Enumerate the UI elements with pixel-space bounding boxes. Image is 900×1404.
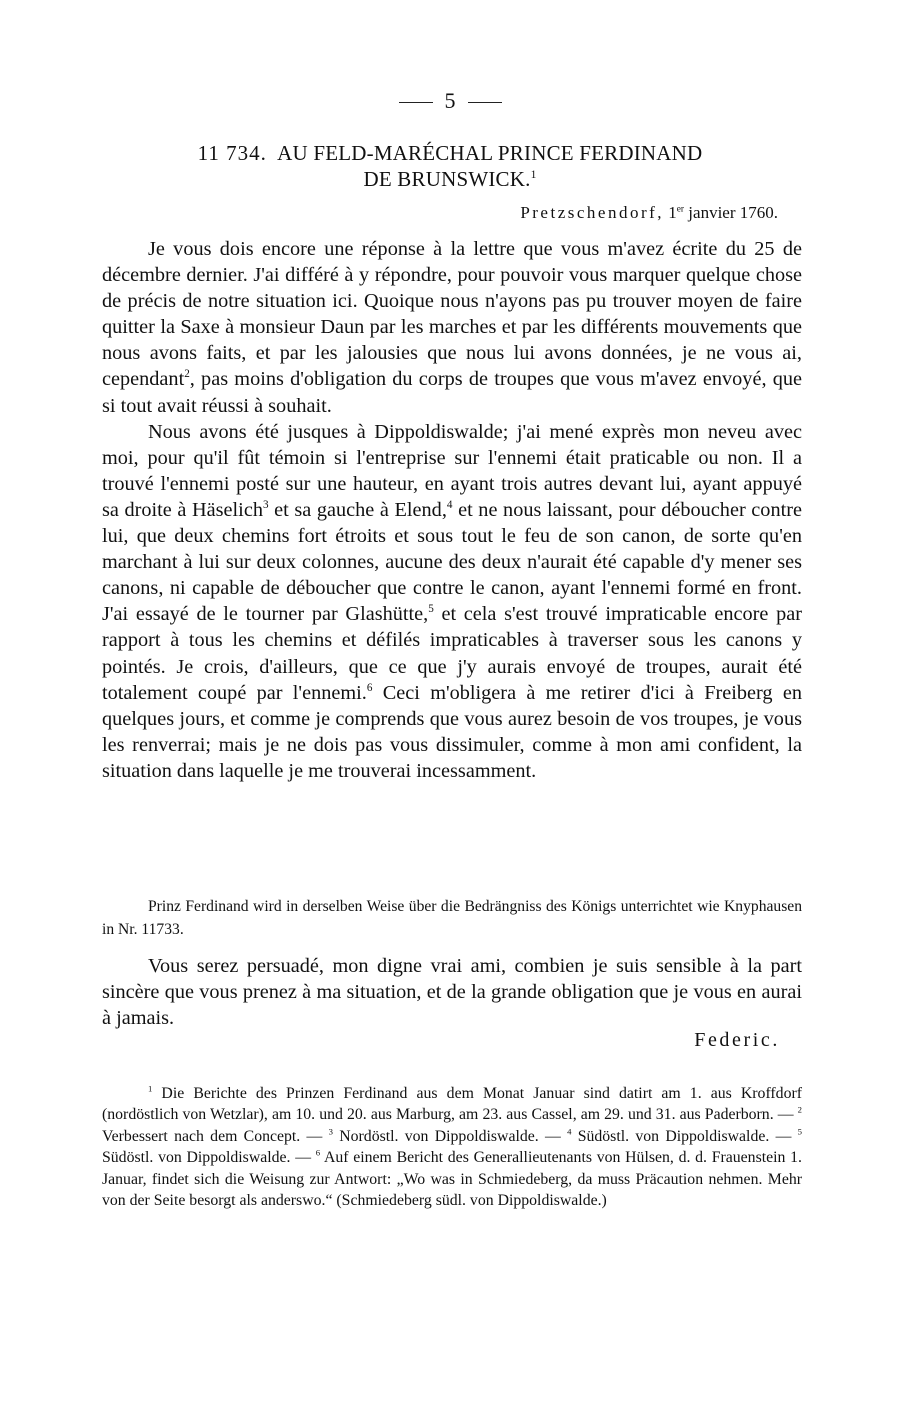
date-ordinal: 1 bbox=[668, 203, 677, 222]
page-number-rule-left bbox=[399, 102, 433, 103]
footnote-1-text: Die Berichte des Prinzen Ferdinand aus dem Monat Januar sind datirt am 1. aus Kroffdorf (nordöstlich von Wetzlar), am 10. und 20. aus Marburg, am 23. aus Cassel, am 29. und 31. aus Paderborn. — bbox=[102, 1085, 802, 1124]
footnote-3-mark: 3 bbox=[328, 1126, 333, 1137]
footnote-mark-6: 6 bbox=[366, 681, 373, 694]
date-place: Pretzschendorf, bbox=[520, 203, 665, 222]
footnote-6-text: Auf einem Bericht des Generallieutenants von Hülsen, d. d. Frauenstein 1. Januar, findet sich die Weisung zur Antwort: „Wo was in Schmiedeberg, da muss Präcaution nehmen. Mehr von der Seite besorgt als anderswo.“ (Schmiedeberg südl. von Dippoldiswalde.) bbox=[102, 1149, 802, 1210]
paragraph-2-text-d: et cela s'est trouvé impraticable encore par rapport à tous les chemins et défilés impraticables à traverser sous les canons y pointés. Je crois, d'ailleurs, que ce que j'y aurais envoyé de troupes, aurait été totalement coupé par l'ennemi. bbox=[102, 603, 802, 704]
date-ordinal-suffix: er bbox=[676, 204, 685, 215]
title-footnote-mark: 1 bbox=[530, 169, 537, 181]
paragraph-3: Vous serez persuadé, mon digne vrai ami, combien je suis sensible à la part sincère que vous prenez à ma situation, et de la grande obligation que je vous en aurai à jamais. bbox=[102, 955, 802, 1030]
footnote-2-mark: 2 bbox=[797, 1105, 802, 1116]
page-number-text: 5 bbox=[444, 88, 456, 113]
paragraph-1-text-b: , pas moins d'obligation du corps de troupes que vous m'avez envoyé, que si tout avait réussi à souhait. bbox=[102, 368, 802, 417]
footnotes bbox=[102, 1083, 802, 1211]
footnote-5-text: Südöstl. von Dippoldiswalde. — bbox=[102, 1149, 316, 1167]
footnote-mark-2: 2 bbox=[184, 368, 190, 381]
footnote-block bbox=[102, 1083, 802, 1211]
paragraph-1 bbox=[102, 236, 802, 419]
paragraph-2-text-e: Ceci m'obligera à me retirer d'ici à Freiberg en quelques jours, et comme je comprends que vous aurez besoin de vos troupes, je vous les renverrai; mais je ne dois pas vous dissimuler, comme à mon ami confident, la situation dans laquelle je me trouverai incessamment. bbox=[102, 681, 802, 782]
footnote-6-mark: 6 bbox=[315, 1147, 321, 1158]
paragraph-2-text-a: Nous avons été jusques à Dippoldiswalde; j'ai mené exprès mon neveu avec moi, pour qu'il fût témoin si l'entreprise sur l'ennemi était praticable ou non. Il a trouvé l'ennemi posté sur une hauteur, en ayant trois autres devant lui, ayant appuyé sa droite à Häselich bbox=[102, 420, 802, 521]
footnote-4-text: Südöstl. von Dippoldiswalde. — bbox=[571, 1127, 798, 1145]
date-rest: janvier 1760. bbox=[688, 203, 778, 222]
title-line-1: AU FELD-MARÉCHAL PRINCE FERDINAND bbox=[277, 141, 703, 165]
signature: Federic. bbox=[694, 1029, 780, 1051]
footnote-3-text: Nordöstl. von Dippoldiswalde. — bbox=[332, 1127, 568, 1145]
footnote-5-mark: 5 bbox=[797, 1126, 802, 1137]
paragraph-2-text-b: et sa gauche à Elend, bbox=[268, 498, 447, 521]
footnote-1-mark: 1 bbox=[148, 1083, 153, 1094]
letter-body bbox=[102, 236, 802, 784]
page-number-rule-right bbox=[468, 102, 502, 103]
paragraph-2-text-c: et ne nous laissant, pour déboucher contre lui, que deux chemins fort étroits et sous tout le feu de son canon, de sorte qu'en marchant à lui sur deux colonnes, aucune des deux n'aurait été capable d'y mener ses canons, ni capable de déboucher que contre le canon, ayant l'ennemi formé en front. J'ai essayé de le tourner par Glashütte, bbox=[102, 498, 802, 626]
letter-title bbox=[100, 140, 800, 192]
footnote-2-text: Verbessert nach dem Concept. — bbox=[102, 1127, 329, 1145]
footnote-4-mark: 4 bbox=[567, 1126, 572, 1137]
title-line-2: DE BRUNSWICK. bbox=[363, 167, 531, 191]
dateline bbox=[520, 202, 778, 224]
paragraph-2 bbox=[102, 419, 802, 784]
paragraph-1-text-a: Je vous dois encore une réponse à la lettre que vous m'avez écrite du 25 de décembre dernier. J'ai différé à y répondre, pour pouvoir vous marquer quelque chose de précis de notre situation ici. Quoique nous n'ayons pas pu trouver moyen de faire quitter la Saxe à monsieur Daun par les marches et par les différents mouvements que nous avons faits, et par les jalousies que nous lui avons données, je ne vous ai, cependant bbox=[102, 238, 802, 391]
editorial-note: Prinz Ferdinand wird in derselben Weise über die Bedrängniss des Königs unterrichtet wie Knyphausen in Nr. 11733. bbox=[102, 898, 802, 938]
footnote-mark-4: 4 bbox=[446, 499, 453, 512]
footnote-mark-3: 3 bbox=[262, 499, 269, 512]
page-number bbox=[0, 86, 900, 116]
footnote-mark-5: 5 bbox=[428, 603, 434, 616]
letter-number: 11 734. bbox=[197, 141, 267, 165]
